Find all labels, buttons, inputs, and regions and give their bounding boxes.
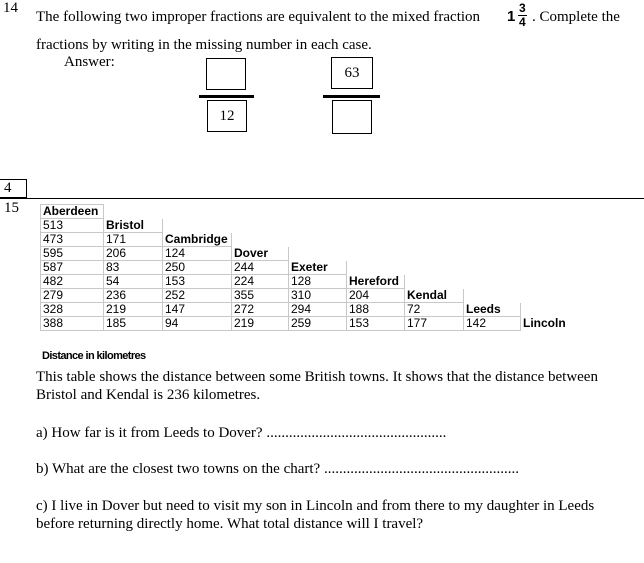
distance-cell: 310 — [289, 289, 347, 303]
question-b: b) What are the closest two towns on the chart? .................................................... — [36, 461, 519, 477]
mixed-whole: 1 — [507, 8, 516, 25]
table-row — [41, 219, 579, 233]
distance-cell: 177 — [405, 317, 464, 331]
question-c-line1: c) I live in Dover but need to visit my son in Lincoln and from there to my daughter in Leeds — [36, 498, 595, 514]
empty-cell — [405, 205, 464, 219]
town-name: Lincoln — [523, 316, 566, 330]
distance-cell: 142 — [464, 317, 521, 331]
question-c-line2: before returning directly home. What total distance will I travel? — [36, 516, 424, 532]
empty-cell — [521, 219, 579, 233]
distance-cell: 513 — [41, 219, 104, 233]
empty-cell — [521, 247, 579, 261]
distance-cell: 244 — [232, 261, 289, 275]
empty-cell — [521, 205, 579, 219]
marks-value: 4 — [4, 180, 12, 196]
distance-cell: 272 — [232, 303, 289, 317]
empty-cell — [347, 205, 405, 219]
distance-cell: 83 — [104, 261, 163, 275]
distance-cell: 128 — [289, 275, 347, 289]
question-a: a) How far is it from Leeds to Dover? ................................................ — [36, 425, 447, 441]
town-name: Exeter — [289, 261, 347, 275]
q15-intro-line1: This table shows the distance between some British towns. It shows that the distance between — [36, 369, 598, 385]
distance-cell: 204 — [347, 289, 405, 303]
distance-cell: 147 — [163, 303, 232, 317]
empty-cell — [405, 219, 464, 233]
mixed-fraction — [505, 2, 535, 28]
answer-label: Answer: — [64, 54, 115, 70]
empty-cell — [464, 219, 521, 233]
q15-intro-line2: Bristol and Kendal is 236 kilometres. — [36, 387, 261, 403]
distance-cell: 252 — [163, 289, 232, 303]
table-row — [41, 261, 579, 275]
question-number-14: 14 — [3, 0, 18, 16]
distance-cell: 185 — [104, 317, 163, 331]
empty-cell — [464, 247, 521, 261]
empty-cell — [464, 233, 521, 247]
empty-cell — [347, 261, 405, 275]
empty-cell — [289, 233, 347, 247]
distance-cell: 153 — [347, 317, 405, 331]
town-name: Cambridge — [163, 233, 232, 247]
town-name: Aberdeen — [41, 205, 104, 219]
distance-cell: 250 — [163, 261, 232, 275]
table-row — [41, 205, 579, 219]
town-name: Bristol — [104, 219, 163, 233]
distance-cell: 188 — [347, 303, 405, 317]
empty-cell — [405, 275, 464, 289]
distance-cell: 153 — [163, 275, 232, 289]
distance-cell: 236 — [104, 289, 163, 303]
table-row — [41, 275, 579, 289]
distance-cell: 224 — [232, 275, 289, 289]
distance-cell: 595 — [41, 247, 104, 261]
town-name: Kendal — [405, 289, 464, 303]
distance-cell: 206 — [104, 247, 163, 261]
empty-cell — [464, 261, 521, 275]
fraction2-denominator-input[interactable] — [332, 100, 372, 134]
town-name: Dover — [232, 247, 289, 261]
mixed-numerator: 3 — [519, 1, 526, 15]
table-row — [41, 233, 579, 247]
empty-cell — [405, 261, 464, 275]
table-row — [41, 317, 579, 331]
distance-cell: 219 — [104, 303, 163, 317]
q14-text-line2: fractions by writing in the missing number in each case. — [36, 37, 372, 53]
question-number-15: 15 — [4, 200, 19, 216]
q14-text-after: . Complete the — [532, 9, 620, 25]
question-divider — [0, 198, 644, 199]
distance-cell: 294 — [289, 303, 347, 317]
empty-cell — [464, 275, 521, 289]
distance-cell: 259 — [289, 317, 347, 331]
q14-text-line1 — [36, 8, 480, 26]
table-row — [41, 289, 579, 303]
empty-cell — [347, 247, 405, 261]
empty-cell — [289, 247, 347, 261]
distance-cell: 473 — [41, 233, 104, 247]
distance-cell: 124 — [163, 247, 232, 261]
distance-cell: 72 — [405, 303, 464, 317]
empty-cell — [464, 289, 521, 303]
town-name: Hereford — [347, 275, 405, 289]
fraction2-numerator: 63 — [331, 57, 373, 89]
empty-cell — [405, 247, 464, 261]
empty-cell — [104, 205, 163, 219]
empty-cell — [232, 219, 289, 233]
table-row — [41, 247, 579, 261]
fraction2-bar — [323, 95, 380, 98]
fraction1-numerator-input[interactable] — [206, 58, 246, 90]
mixed-denominator: 4 — [519, 15, 526, 29]
empty-cell — [405, 233, 464, 247]
table-caption: Distance in kilometres — [42, 350, 146, 362]
empty-cell — [232, 233, 289, 247]
empty-cell — [521, 275, 579, 289]
distance-cell: 328 — [41, 303, 104, 317]
empty-cell — [163, 219, 232, 233]
distance-cell: 219 — [232, 317, 289, 331]
empty-cell — [163, 205, 232, 219]
q14-text-before: The following two improper fractions are equivalent to the mixed fraction — [36, 9, 481, 25]
marks-box — [0, 179, 27, 198]
distance-cell: 388 — [41, 317, 104, 331]
distance-cell: 94 — [163, 317, 232, 331]
town-name: Leeds — [464, 303, 521, 317]
table-row — [41, 303, 579, 317]
distance-cell: 587 — [41, 261, 104, 275]
distance-cell: 482 — [41, 275, 104, 289]
empty-cell — [521, 261, 579, 275]
distance-table — [40, 204, 579, 331]
empty-cell — [289, 205, 347, 219]
empty-cell — [347, 233, 405, 247]
distance-cell: 279 — [41, 289, 104, 303]
empty-cell — [521, 289, 579, 303]
empty-cell — [232, 205, 289, 219]
fraction1-bar — [199, 95, 254, 98]
distance-cell: 54 — [104, 275, 163, 289]
empty-cell — [347, 219, 405, 233]
distance-cell: 355 — [232, 289, 289, 303]
empty-cell — [289, 219, 347, 233]
distance-cell: 171 — [104, 233, 163, 247]
fraction1-denominator: 12 — [207, 100, 247, 132]
empty-cell — [521, 233, 579, 247]
empty-cell — [521, 303, 579, 317]
empty-cell — [464, 205, 521, 219]
